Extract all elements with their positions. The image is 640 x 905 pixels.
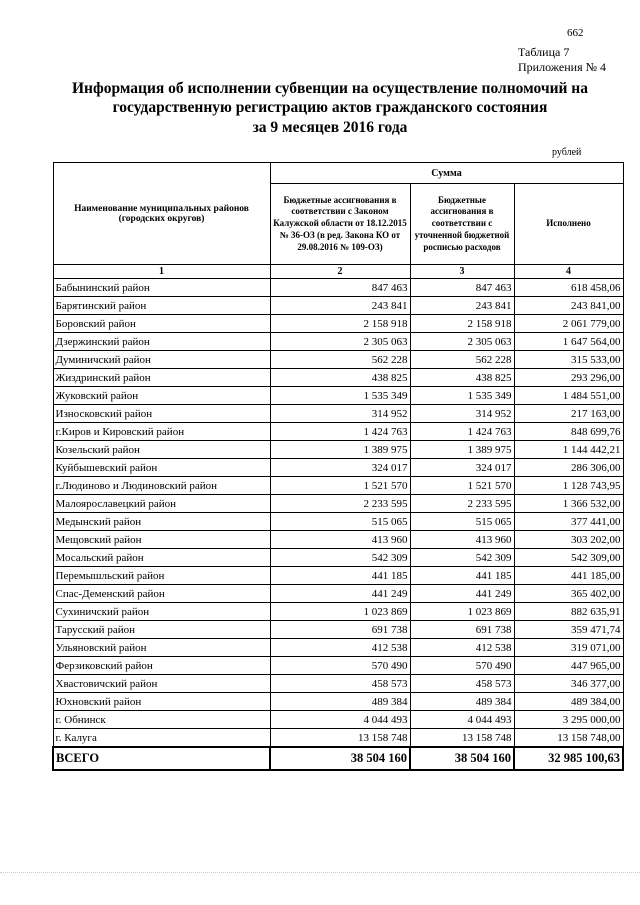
- executed-value: 365 402,00: [514, 585, 623, 603]
- table-row: [53, 387, 623, 405]
- document-title-line-2: государственную регистрацию актов гражданского состояния: [112, 99, 548, 116]
- law-allocations-value: 4 044 493: [270, 711, 410, 729]
- refined-allocations-value: 4 044 493: [410, 711, 514, 729]
- law-allocations-value: 570 490: [270, 657, 410, 675]
- column-number: 2: [270, 265, 410, 279]
- table-row: [53, 477, 623, 495]
- law-allocations-value: 2 233 595: [270, 495, 410, 513]
- executed-value: 542 309,00: [514, 549, 623, 567]
- law-allocations-value: 562 228: [270, 351, 410, 369]
- table-row: [53, 351, 623, 369]
- scan-artifact-line: [0, 872, 640, 876]
- refined-allocations-value: 1 521 570: [410, 477, 514, 495]
- district-name: Мосальский район: [53, 549, 270, 567]
- district-name: Спас-Деменский район: [53, 585, 270, 603]
- column-number: 3: [410, 265, 514, 279]
- refined-allocations-value: 441 249: [410, 585, 514, 603]
- refined-allocations-value: 314 952: [410, 405, 514, 423]
- refined-allocations-value: 413 960: [410, 531, 514, 549]
- law-allocations-value: 847 463: [270, 279, 410, 297]
- appendix-reference: Приложения № 4: [518, 60, 607, 74]
- district-name: Хвастовичский район: [53, 675, 270, 693]
- executed-value: 489 384,00: [514, 693, 623, 711]
- law-allocations-value: 438 825: [270, 369, 410, 387]
- table-row: [53, 603, 623, 621]
- header-col-refined-allocations: Бюджетные ассигнования в соответствии с уточненной бюджетной росписью расходов: [410, 184, 514, 265]
- refined-allocations-value: 1 535 349: [410, 387, 514, 405]
- district-name: г. Обнинск: [53, 711, 270, 729]
- table-row: [53, 405, 623, 423]
- total-label: ВСЕГО: [53, 747, 270, 770]
- table-row: [53, 423, 623, 441]
- district-name: Козельский район: [53, 441, 270, 459]
- executed-value: 882 635,91: [514, 603, 623, 621]
- table-row: [53, 585, 623, 603]
- table-row: [53, 459, 623, 477]
- executed-value: 319 071,00: [514, 639, 623, 657]
- district-name: Боровский район: [53, 315, 270, 333]
- refined-allocations-value: 2 158 918: [410, 315, 514, 333]
- executed-value: 13 158 748,00: [514, 729, 623, 748]
- district-name: Юхновский район: [53, 693, 270, 711]
- column-number: 1: [53, 265, 270, 279]
- refined-allocations-value: 458 573: [410, 675, 514, 693]
- document-title-line-3: за 9 месяцев 2016 года: [252, 119, 408, 136]
- refined-allocations-value: 515 065: [410, 513, 514, 531]
- refined-allocations-value: 1 424 763: [410, 423, 514, 441]
- refined-allocations-value: 412 538: [410, 639, 514, 657]
- executed-value: 293 296,00: [514, 369, 623, 387]
- column-number: 4: [514, 265, 623, 279]
- law-allocations-value: 2 158 918: [270, 315, 410, 333]
- district-name: г. Калуга: [53, 729, 270, 748]
- refined-allocations-value: 562 228: [410, 351, 514, 369]
- refined-allocations-value: 489 384: [410, 693, 514, 711]
- units-label: рублей: [552, 147, 582, 158]
- law-allocations-value: 413 960: [270, 531, 410, 549]
- law-allocations-value: 1 389 975: [270, 441, 410, 459]
- law-allocations-value: 1 023 869: [270, 603, 410, 621]
- law-allocations-value: 314 952: [270, 405, 410, 423]
- table-row: [53, 567, 623, 585]
- law-allocations-value: 2 305 063: [270, 333, 410, 351]
- refined-allocations-value: 441 185: [410, 567, 514, 585]
- total-executed: 32 985 100,63: [514, 747, 623, 770]
- district-name: Жуковский район: [53, 387, 270, 405]
- district-name: Барятинский район: [53, 297, 270, 315]
- table-row: [53, 711, 623, 729]
- law-allocations-value: 489 384: [270, 693, 410, 711]
- executed-value: 441 185,00: [514, 567, 623, 585]
- table-row: [53, 369, 623, 387]
- header-sum-group: Сумма: [270, 163, 623, 184]
- law-allocations-value: 691 738: [270, 621, 410, 639]
- executed-value: 2 061 779,00: [514, 315, 623, 333]
- law-allocations-value: 324 017: [270, 459, 410, 477]
- district-name: Дзержинский район: [53, 333, 270, 351]
- refined-allocations-value: 1 023 869: [410, 603, 514, 621]
- page-number: 662: [567, 27, 584, 39]
- table-row: [53, 729, 623, 748]
- district-name: Ферзиковский район: [53, 657, 270, 675]
- law-allocations-value: 243 841: [270, 297, 410, 315]
- law-allocations-value: 1 535 349: [270, 387, 410, 405]
- district-name: Износковский район: [53, 405, 270, 423]
- executed-value: 1 647 564,00: [514, 333, 623, 351]
- district-name: Куйбышевский район: [53, 459, 270, 477]
- executed-value: 618 458,06: [514, 279, 623, 297]
- executed-value: 447 965,00: [514, 657, 623, 675]
- total-row: [53, 747, 623, 770]
- header-col-law-allocations: Бюджетные ассигнования в соответствии с Законом Калужской области от 18.12.2015 № 36-ОЗ (в ред. Закона КО от 29.08.2016 № 109-ОЗ): [270, 184, 410, 265]
- executed-value: 286 306,00: [514, 459, 623, 477]
- header-name-column: Наименование муниципальных районов (городских округов): [53, 163, 270, 265]
- executed-value: 1 144 442,21: [514, 441, 623, 459]
- law-allocations-value: 412 538: [270, 639, 410, 657]
- table-row: [53, 549, 623, 567]
- executed-value: 346 377,00: [514, 675, 623, 693]
- refined-allocations-value: 13 158 748: [410, 729, 514, 748]
- law-allocations-value: 1 521 570: [270, 477, 410, 495]
- law-allocations-value: 458 573: [270, 675, 410, 693]
- district-name: Бабынинский район: [53, 279, 270, 297]
- executed-value: 359 471,74: [514, 621, 623, 639]
- district-name: Думиничский район: [53, 351, 270, 369]
- executed-value: 243 841,00: [514, 297, 623, 315]
- table-row: [53, 333, 623, 351]
- law-allocations-value: 515 065: [270, 513, 410, 531]
- refined-allocations-value: 324 017: [410, 459, 514, 477]
- refined-allocations-value: 438 825: [410, 369, 514, 387]
- executed-value: 3 295 000,00: [514, 711, 623, 729]
- district-name: Перемышльский район: [53, 567, 270, 585]
- document-title-line-1: Информация об исполнении субвенции на осуществление полномочий на: [72, 80, 588, 97]
- header-col-executed: Исполнено: [514, 184, 623, 265]
- executed-value: 848 699,76: [514, 423, 623, 441]
- district-name: Мещовский район: [53, 531, 270, 549]
- table-row: [53, 441, 623, 459]
- district-name: Сухиничский район: [53, 603, 270, 621]
- table-row: [53, 495, 623, 513]
- table-row: [53, 621, 623, 639]
- refined-allocations-value: 243 841: [410, 297, 514, 315]
- table-row: [53, 657, 623, 675]
- executed-value: 1 484 551,00: [514, 387, 623, 405]
- law-allocations-value: 13 158 748: [270, 729, 410, 748]
- law-allocations-value: 441 249: [270, 585, 410, 603]
- total-law-allocations: 38 504 160: [270, 747, 410, 770]
- refined-allocations-value: 691 738: [410, 621, 514, 639]
- executed-value: 303 202,00: [514, 531, 623, 549]
- district-name: Жиздринский район: [53, 369, 270, 387]
- executed-value: 1 366 532,00: [514, 495, 623, 513]
- subvention-table: [52, 162, 624, 771]
- law-allocations-value: 542 309: [270, 549, 410, 567]
- table-row: [53, 297, 623, 315]
- district-name: г.Киров и Кировский район: [53, 423, 270, 441]
- table-row: [53, 675, 623, 693]
- executed-value: 217 163,00: [514, 405, 623, 423]
- table-row: [53, 639, 623, 657]
- district-name: Медынский район: [53, 513, 270, 531]
- district-name: Тарусский район: [53, 621, 270, 639]
- table-reference: Таблица 7: [518, 45, 570, 59]
- table-row: [53, 279, 623, 297]
- refined-allocations-value: 542 309: [410, 549, 514, 567]
- executed-value: 1 128 743,95: [514, 477, 623, 495]
- law-allocations-value: 1 424 763: [270, 423, 410, 441]
- table-row: [53, 513, 623, 531]
- refined-allocations-value: 847 463: [410, 279, 514, 297]
- table-row: [53, 693, 623, 711]
- table-row: [53, 531, 623, 549]
- refined-allocations-value: 570 490: [410, 657, 514, 675]
- executed-value: 315 533,00: [514, 351, 623, 369]
- table-row: [53, 315, 623, 333]
- refined-allocations-value: 2 305 063: [410, 333, 514, 351]
- district-name: г.Людиново и Людиновский район: [53, 477, 270, 495]
- law-allocations-value: 441 185: [270, 567, 410, 585]
- refined-allocations-value: 1 389 975: [410, 441, 514, 459]
- district-name: Ульяновский район: [53, 639, 270, 657]
- district-name: Малоярославецкий район: [53, 495, 270, 513]
- executed-value: 377 441,00: [514, 513, 623, 531]
- refined-allocations-value: 2 233 595: [410, 495, 514, 513]
- total-refined-allocations: 38 504 160: [410, 747, 514, 770]
